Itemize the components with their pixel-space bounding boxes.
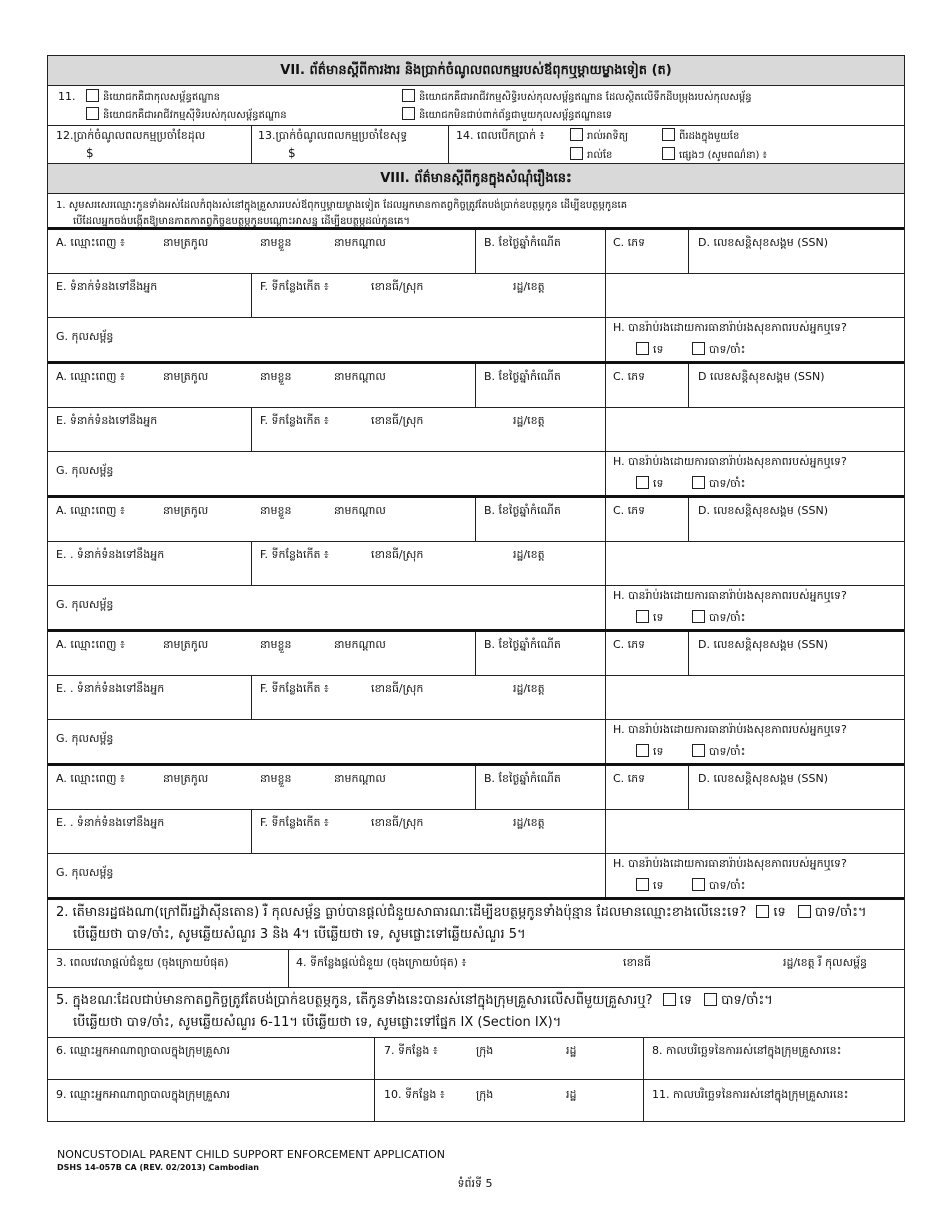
q7-state: រដ្ឋ — [566, 1044, 577, 1057]
child-ssn-label[interactable]: D. លេខសន្តិសុខសង្គម (SSN) — [698, 638, 829, 651]
child-insurance-no-label: ទេ — [653, 879, 664, 892]
child-row-abcd — [48, 364, 904, 408]
child-ssn-label[interactable]: D. លេខសន្តិសុខសង្គម (SSN) — [698, 772, 829, 785]
child-county-label: ខោនធី/ស្រុក — [371, 682, 424, 695]
child-insurance-yes-label: បាទ/ចាំះ — [709, 343, 746, 356]
child-sex-label[interactable]: C. ភេទ — [613, 236, 646, 249]
child-full-name-label[interactable]: A. ឈ្មោះពេញ ៖ — [56, 504, 125, 517]
child-sex-label[interactable]: C. ភេទ — [613, 504, 646, 517]
child-state-label: រដ្ឋ/ខេត្ត — [513, 682, 545, 695]
section-7-header: VII. ព័ត៌មានស្តីពីការងារ និងប្រាក់ចំណូលពលកម្មរបស់ឪពុកឬម្តាយម្ខាងទៀត (ត) — [48, 56, 904, 86]
page-number: ទំព័រទី 5 — [457, 1177, 493, 1190]
q11-checkbox-2[interactable] — [86, 107, 99, 120]
child-insurance-question: H. បានរ៉ាប់រងដោយការធានារ៉ាប់រងសុខភាពរបស់អ្នកឬទេ? — [613, 723, 847, 736]
child-relationship-label[interactable]: E. . ទំនាក់ទំនងទៅនឹងអ្នក — [56, 682, 165, 695]
q12-label: 12.ប្រាក់ចំណូលពលកម្មប្រចាំខែដុល — [56, 129, 206, 142]
child-birthdate-label[interactable]: B. ខែថ្ងៃឆ្នាំកំណើត — [484, 236, 561, 249]
q12-14-row — [48, 126, 904, 164]
child-county-label: ខោនធី/ស្រុក — [371, 548, 424, 561]
child-row-abcd — [48, 230, 904, 274]
q2-instructions: បើឆ្លើយថា បាទ/ចាំះ, សូមឆ្លើយសំណួរ 3 និង 4។ បើឆ្លើយថា ទេ, សូមផ្លោះទៅឆ្លើយសំណួរ 5។ — [73, 927, 526, 942]
q11-checkbox-1[interactable] — [86, 89, 99, 102]
child-birthplace-label[interactable]: F. ទីកន្លែងកើត ៖ — [260, 682, 329, 695]
q4-state: រដ្ឋ/ខេត្ត រឺ កុលសម្ព័ន្ធ — [783, 956, 868, 969]
section-8-header: VIII. ព័ត៌មានស្តីពីកូនក្នុងសំណុំរឿងនេះ — [48, 164, 904, 194]
q5-yes-label: បាទ/ចាំះ។ — [721, 993, 773, 1008]
q3-label: 3. ពេលវេលាផ្តល់ជំនួយ (ចុងក្រោយបំផុត) — [56, 956, 229, 969]
child-row-ef — [48, 676, 904, 720]
child-birthplace-label[interactable]: F. ទីកន្លែងកើត ៖ — [260, 816, 329, 829]
q5-yes-checkbox[interactable] — [704, 993, 717, 1006]
q10-label: 10. ទីកន្លែង ៖ — [384, 1088, 445, 1101]
child-last-name-label: នាមត្រកូល — [163, 504, 209, 517]
child-insurance-yes-checkbox[interactable] — [692, 744, 705, 757]
child-insurance-yes-checkbox[interactable] — [692, 878, 705, 891]
q6-label: 6. ឈ្មោះអ្នកអាណាព្យាបាលក្នុងក្រុមគ្រួសារ — [56, 1044, 231, 1057]
footer-title: NONCUSTODIAL PARENT CHILD SUPPORT ENFORCEMENT APPLICATION — [57, 1148, 446, 1161]
q9-label: 9. ឈ្មោះអ្នកអាណាព្យាបាលក្នុងក្រុមគ្រួសារ — [56, 1088, 231, 1101]
child-last-name-label: នាមត្រកូល — [163, 370, 209, 383]
child-ssn-label[interactable]: D. លេខសន្តិសុខសង្គម (SSN) — [698, 236, 829, 249]
child-first-name-label: នាមខ្លួន — [260, 772, 292, 785]
child-county-label: ខោនធី/ស្រុក — [371, 414, 424, 427]
child-insurance-yes-checkbox[interactable] — [692, 610, 705, 623]
q10-state: រដ្ឋ — [566, 1088, 577, 1101]
child-county-label: ខោនធី/ស្រុក — [371, 816, 424, 829]
child-middle-name-label: នាមកណ្តាល — [334, 772, 386, 785]
child-row-gh — [48, 452, 904, 498]
q11-option-4: និយោជកមិនជាប់ពាក់ព័ន្ធជាមួយកុលសម្ព័ន្ធឥណ្ឌានទេ — [419, 110, 613, 121]
q2-question: 2. តើមានរដ្ឋផងណា(ក្រៅពីរដ្ឋវ៉ាស៊ីនតោន) រឺ កុលសម្ព័ន្ធ ធ្លាប់បានផ្តល់ជំនួយសាធារណៈដើម្បីឧបត្ថម្ភកូនទាំងប៉ុន្មាន ដែលមានឈ្មោះខាងលើនេះទេ? — [56, 905, 747, 920]
child-row-abcd — [48, 632, 904, 676]
child-first-name-label: នាមខ្លួន — [260, 504, 292, 517]
child-relationship-label[interactable]: E. ទំនាក់ទំនងទៅនឹងអ្នក — [56, 414, 158, 427]
child-middle-name-label: នាមកណ្តាល — [334, 236, 386, 249]
child-insurance-no-label: ទេ — [653, 343, 664, 356]
q5-question: 5. ក្នុងខណៈដែលជាប់មានកាតព្វកិច្ចត្រូវតែបង់ប្រាក់ឧបត្ថម្ភកូន, តើកូនទាំងនេះបានរស់នៅក្នុងក្រុមគ្រួសារលើសពីមួយគ្រួសារឬ? — [56, 993, 653, 1008]
child-row-gh — [48, 854, 904, 900]
q1-line-1: 1. សូមសរសេរឈ្មោះកូនទាំងអស់ដែលកំពុងរស់នៅក្នុងគ្រួសាររបស់ឪពុកឬម្តាយម្ខាងទៀត ដែលអ្នកមានកាតព្វកិច្ចត្រូវតែបង់ប្រាក់ឧបត្ថម្ភកូន ដើម្បីឧបត្ថម្ភកូនគេ — [56, 200, 628, 211]
q2-yes-label: បាទ/ចាំះ។ — [814, 905, 867, 920]
child-state-label: រដ្ឋ/ខេត្ត — [513, 280, 545, 293]
child-insurance-no-checkbox[interactable] — [636, 878, 649, 891]
child-insurance-no-checkbox[interactable] — [636, 610, 649, 623]
child-insurance-yes-label: បាទ/ចាំះ — [709, 745, 746, 758]
q13-label: 13.ប្រាក់ចំណូលពលកម្មប្រចាំខែសុទ្ធ — [258, 129, 408, 142]
q11-row — [48, 86, 904, 126]
q7-city: ក្រុង — [476, 1044, 494, 1057]
child-sex-label[interactable]: C. ភេទ — [613, 638, 646, 651]
child-full-name-label[interactable]: A. ឈ្មោះពេញ ៖ — [56, 638, 125, 651]
child-insurance-yes-label: បាទ/ចាំះ — [709, 477, 746, 490]
q14-checkbox-weekly[interactable] — [570, 128, 583, 141]
children-list — [48, 230, 904, 900]
child-tribe-label[interactable]: G. កុលសម្ព័ន្ធ — [56, 598, 114, 611]
q14-checkbox-other[interactable] — [662, 147, 675, 160]
child-tribe-label[interactable]: G. កុលសម្ព័ន្ធ — [56, 732, 114, 745]
child-insurance-yes-label: បាទ/ចាំះ — [709, 879, 746, 892]
child-state-label: រដ្ឋ/ខេត្ត — [513, 816, 545, 829]
q2-row — [48, 900, 904, 950]
child-insurance-no-label: ទេ — [653, 477, 664, 490]
child-sex-label[interactable]: C. ភេទ — [613, 370, 646, 383]
child-last-name-label: នាមត្រកូល — [163, 638, 209, 651]
q11-checkbox-4[interactable] — [402, 107, 415, 120]
q4-label: 4. ទីកន្លែងផ្តល់ជំនួយ (ចុងក្រោយបំផុត) ៖ — [296, 956, 467, 969]
q7-label: 7. ទីកន្លែង ៖ — [384, 1044, 438, 1057]
q5-no-checkbox[interactable] — [663, 993, 676, 1006]
child-insurance-yes-checkbox[interactable] — [692, 476, 705, 489]
child-middle-name-label: នាមកណ្តាល — [334, 638, 386, 651]
child-ssn-label[interactable]: D. លេខសន្តិសុខសង្គម (SSN) — [698, 504, 829, 517]
child-insurance-no-label: ទេ — [653, 745, 664, 758]
child-first-name-label: នាមខ្លួន — [260, 638, 292, 651]
q14-option-monthly: រាល់ខែ — [587, 150, 613, 161]
q14-label: 14. ពេលបើកប្រាក់ ៖ — [456, 129, 545, 142]
q11-date-label: 11. កាលបរិច្ឆេទនៃការរស់នៅក្នុងក្រុមគ្រួសារនេះ — [652, 1088, 849, 1101]
child-row-ef — [48, 810, 904, 854]
child-insurance-yes-checkbox[interactable] — [692, 342, 705, 355]
q1-line-2: បើដែលអ្នកចង់បង្កើតឱ្យមានភាតកាតព្វកិច្ចឧបត្ថម្ភកូនបណ្តោះអាសន្ន ដើម្បីឧបត្ថម្ភដល់កូនគេ។ — [73, 216, 411, 227]
q5-instructions: បើឆ្លើយថា បាទ/ចាំះ, សូមឆ្លើយសំណួរ 6-11។ បើឆ្លើយថា ទេ, សូមផ្លោះទៅផ្នែក IX (Section IX)។ — [73, 1015, 562, 1030]
child-row-ef — [48, 408, 904, 452]
child-insurance-no-checkbox[interactable] — [636, 342, 649, 355]
q11-option-2: និយោជកគឺជាអាជីវកម្មស៊ីទិរបស់កុលសម្ព័ន្ធឥណ្ឌាន — [103, 110, 287, 121]
q11-checkbox-3[interactable] — [402, 89, 415, 102]
child-relationship-label[interactable]: E. . ទំនាក់ទំនងទៅនឹងអ្នក — [56, 548, 165, 561]
child-row-gh — [48, 318, 904, 364]
q9-11-row — [48, 1080, 904, 1122]
q2-yes-checkbox[interactable] — [798, 905, 811, 918]
q5-row — [48, 988, 904, 1038]
child-insurance-question: H. បានរ៉ាប់រងដោយការធានារ៉ាប់រងសុខភាពរបស់អ្នកឬទេ? — [613, 321, 847, 334]
child-full-name-label[interactable]: A. ឈ្មោះពេញ ៖ — [56, 236, 125, 249]
child-last-name-label: នាមត្រកូល — [163, 772, 209, 785]
child-sex-label[interactable]: C. ភេទ — [613, 772, 646, 785]
q3-q4-row — [48, 950, 904, 988]
form-table — [47, 55, 905, 1122]
child-last-name-label: នាមត្រកូល — [163, 236, 209, 249]
q14-checkbox-semimonthly[interactable] — [662, 128, 675, 141]
q10-city: ក្រុង — [476, 1088, 494, 1101]
child-relationship-label[interactable]: E. ទំនាក់ទំនងទៅនឹងអ្នក — [56, 280, 158, 293]
child-first-name-label: នាមខ្លួន — [260, 370, 292, 383]
q6-8-row — [48, 1038, 904, 1080]
q11-option-1: និយោជកគឺជាកុលសម្ព័ន្ធឥណ្ឌាន — [103, 92, 220, 103]
child-ssn-label[interactable]: D លេខសន្តិសុខសង្គម (SSN) — [698, 370, 825, 383]
child-full-name-label[interactable]: A. ឈ្មោះពេញ ៖ — [56, 370, 125, 383]
child-insurance-no-checkbox[interactable] — [636, 476, 649, 489]
child-insurance-question: H. បានរ៉ាប់រងដោយការធានារ៉ាប់រងសុខភាពរបស់អ្នកឬទេ? — [613, 455, 847, 468]
child-row-ef — [48, 274, 904, 318]
child-first-name-label: នាមខ្លួន — [260, 236, 292, 249]
q14-option-weekly: រាល់អាទិត្យ — [587, 131, 629, 142]
child-birthplace-label[interactable]: F. ទីកន្លែងកើត ៖ — [260, 414, 329, 427]
child-row-abcd — [48, 766, 904, 810]
child-middle-name-label: នាមកណ្តាល — [334, 504, 386, 517]
q14-option-other: ផ្សេងៗ (សូមពណ៌នា) ៖ — [679, 150, 767, 161]
child-row-abcd — [48, 498, 904, 542]
child-insurance-no-checkbox[interactable] — [636, 744, 649, 757]
child-row-gh — [48, 720, 904, 766]
child-birthdate-label[interactable]: B. ខែថ្ងៃឆ្នាំកំណើត — [484, 772, 561, 785]
child-tribe-label[interactable]: G. កុលសម្ព័ន្ធ — [56, 464, 114, 477]
child-birthdate-label[interactable]: B. ខែថ្ងៃឆ្នាំកំណើត — [484, 504, 561, 517]
q1-row — [48, 194, 904, 230]
q13-dollar[interactable]: $ — [288, 146, 296, 160]
child-birthplace-label[interactable]: F. ទីកន្លែងកើត ៖ — [260, 548, 329, 561]
child-row-gh — [48, 586, 904, 632]
child-tribe-label[interactable]: G. កុលសម្ព័ន្ធ — [56, 330, 114, 343]
q4-county: ខោនធី — [623, 956, 651, 969]
child-insurance-question: H. បានរ៉ាប់រងដោយការធានារ៉ាប់រងសុខភាពរបស់អ្នកឬទេ? — [613, 589, 847, 602]
child-birthdate-label[interactable]: B. ខែថ្ងៃឆ្នាំកំណើត — [484, 370, 561, 383]
q2-no-checkbox[interactable] — [756, 905, 769, 918]
child-relationship-label[interactable]: E. . ទំនាក់ទំនងទៅនឹងអ្នក — [56, 816, 165, 829]
child-state-label: រដ្ឋ/ខេត្ត — [513, 548, 545, 561]
child-insurance-no-label: ទេ — [653, 611, 664, 624]
q14-checkbox-monthly[interactable] — [570, 147, 583, 160]
child-county-label: ខោនធី/ស្រុក — [371, 280, 424, 293]
child-full-name-label[interactable]: A. ឈ្មោះពេញ ៖ — [56, 772, 125, 785]
q14-option-semimonthly: ពីរដងក្នុងមួយខែ — [679, 131, 740, 142]
child-row-ef — [48, 542, 904, 586]
child-birthdate-label[interactable]: B. ខែថ្ងៃឆ្នាំកំណើត — [484, 638, 561, 651]
child-middle-name-label: នាមកណ្តាល — [334, 370, 386, 383]
q2-no-label: ទេ — [773, 905, 786, 920]
q11-option-3: និយោជកគឺជាអាជីវកម្មសិទ្ធិរបស់កុលសម្ព័ន្ធឥណ្ឌាន ដែលស្ថិតលើទឹកដីបម្រុងរបស់កុលសម្ព័ន្ធ — [419, 92, 752, 103]
child-state-label: រដ្ឋ/ខេត្ត — [513, 414, 545, 427]
q5-no-label: ទេ — [679, 993, 693, 1008]
footer-form-code: DSHS 14-057B CA (REV. 02/2013) Cambodian — [57, 1163, 259, 1172]
child-tribe-label[interactable]: G. កុលសម្ព័ន្ធ — [56, 866, 114, 879]
child-insurance-yes-label: បាទ/ចាំះ — [709, 611, 746, 624]
q8-label: 8. កាលបរិច្ឆេទនៃការរស់នៅក្នុងក្រុមគ្រួសារនេះ — [652, 1044, 842, 1057]
q12-dollar[interactable]: $ — [86, 146, 94, 160]
child-birthplace-label[interactable]: F. ទីកន្លែងកើត ៖ — [260, 280, 329, 293]
q11-number: 11. — [58, 90, 76, 103]
child-insurance-question: H. បានរ៉ាប់រងដោយការធានារ៉ាប់រងសុខភាពរបស់អ្នកឬទេ? — [613, 857, 847, 870]
